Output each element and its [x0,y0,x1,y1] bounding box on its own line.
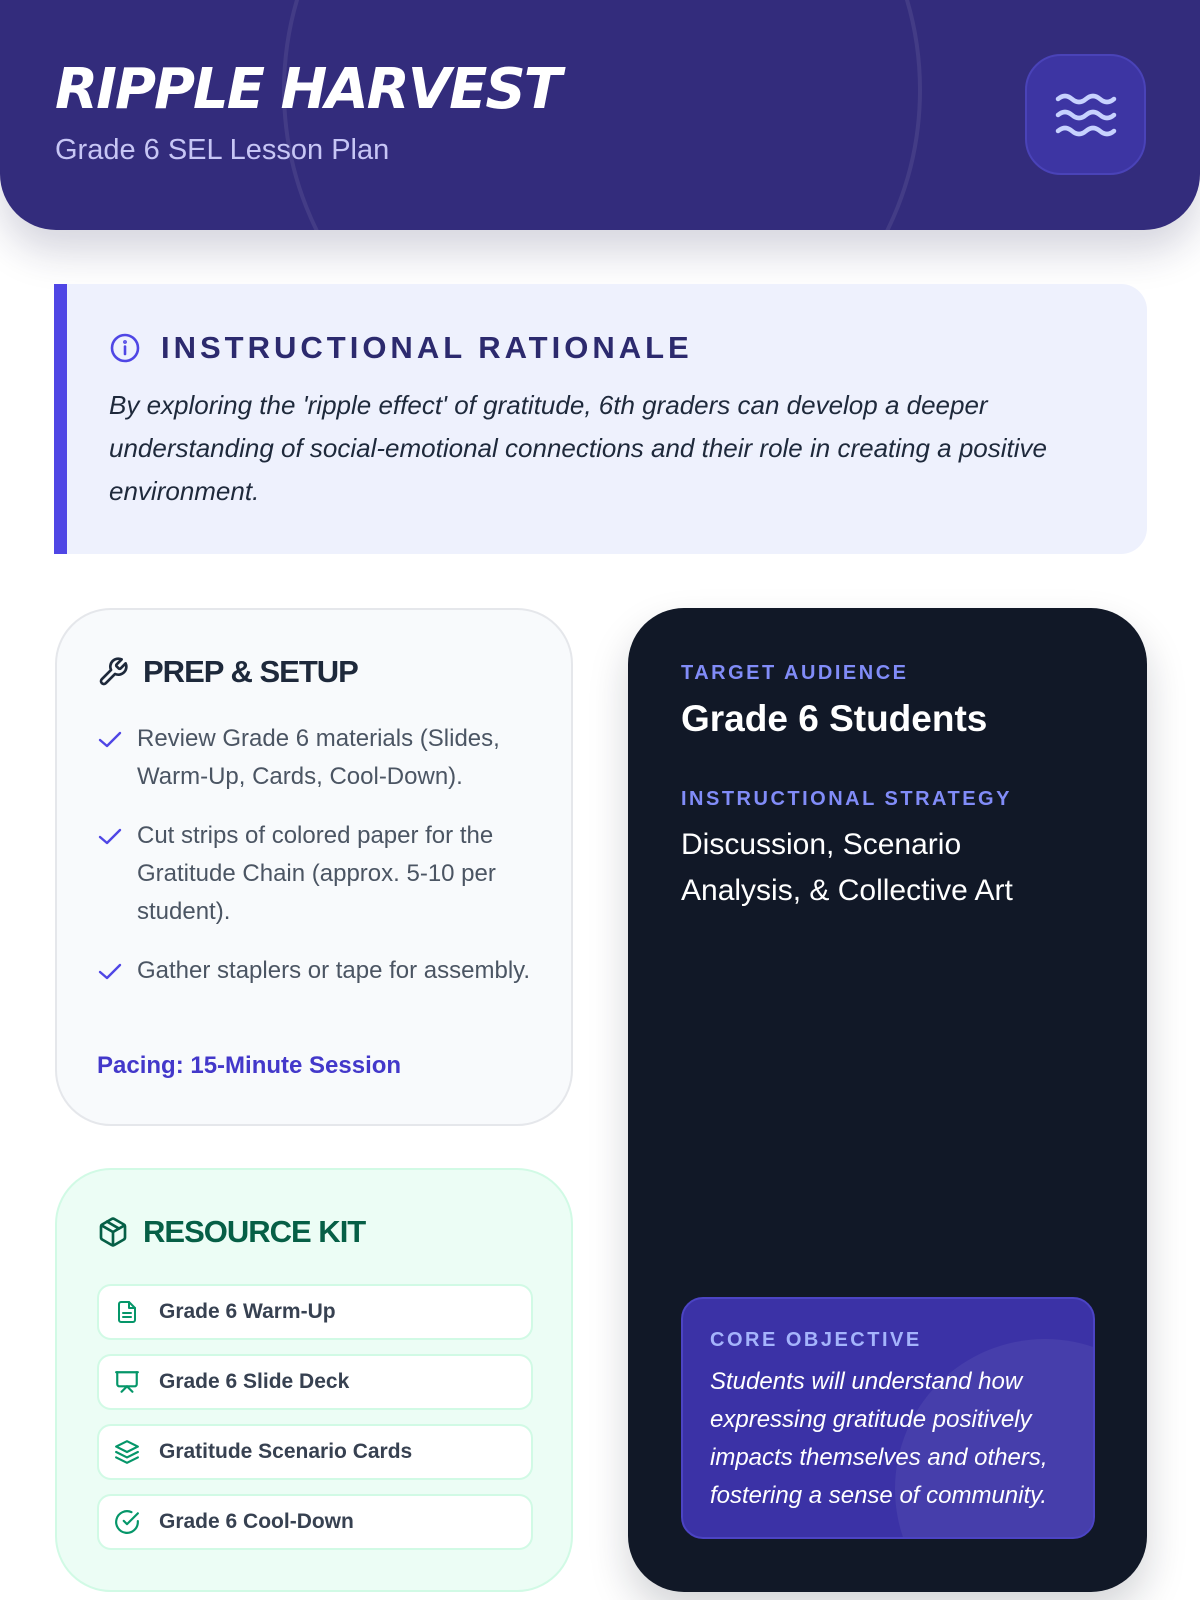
rationale-panel [54,284,1147,554]
resource-slide-deck[interactable] [97,1354,533,1410]
strategy-label: INSTRUCTIONAL STRATEGY [681,788,1012,810]
prep-header [97,654,358,690]
resource-label: Grade 6 Warm-Up [159,1300,336,1323]
resource-label: Grade 6 Slide Deck [159,1370,350,1393]
app-title: RIPPLE HARVEST [55,57,560,122]
resource-scenario-cards[interactable] [97,1424,533,1480]
target-audience-value: Grade 6 Students [681,698,988,739]
check-circle-icon [113,1508,141,1536]
prep-checklist [97,720,537,1011]
core-objective-panel [681,1297,1095,1539]
check-icon [97,962,123,982]
check-icon [97,827,123,847]
strategy-value: Discussion, Scenario Analysis, & Collective Art [681,828,1013,907]
document-icon [113,1298,141,1326]
resource-label: Gratitude Scenario Cards [159,1440,413,1463]
lesson-overview-card [628,608,1147,1592]
page-header [0,0,1200,230]
prep-setup-card [55,608,573,1126]
kit-header [97,1214,365,1250]
rationale-text: By exploring the 'ripple effect' of gratitude, 6th graders can develop a deeper understanding of social-emotional connections and their role in creating a positive environment. [109,390,1048,506]
layers-icon [113,1438,141,1466]
rationale-header [109,330,693,366]
rationale-title: INSTRUCTIONAL RATIONALE [161,330,693,365]
objective-label: CORE OBJECTIVE [710,1329,922,1351]
check-icon [97,730,123,750]
box-icon [97,1216,129,1248]
list-item [97,720,537,796]
resource-kit-card [55,1168,573,1592]
list-item [97,817,537,931]
list-item-text: Cut strips of colored paper for the Gratitude Chain (approx. 5-10 per student). [137,822,496,925]
app-subtitle: Grade 6 SEL Lesson Plan [55,134,390,166]
list-item-text: Review Grade 6 materials (Slides, Warm-Up, Cards, Cool-Down). [137,725,500,790]
menu-button[interactable] [1025,54,1146,175]
target-audience-label: TARGET AUDIENCE [681,662,909,684]
list-item [97,952,537,990]
resource-cool-down[interactable] [97,1494,533,1550]
resource-label: Grade 6 Cool-Down [159,1510,354,1533]
wrench-icon [97,656,129,688]
list-item-text: Gather staplers or tape for assembly. [137,957,531,984]
waves-icon [1055,91,1117,139]
pacing-label: Pacing: 15-Minute Session [97,1052,402,1079]
kit-title: RESOURCE KIT [143,1214,366,1249]
info-icon [109,332,141,364]
resource-warm-up[interactable] [97,1284,533,1340]
objective-text: Students will understand how expressing gratitude positively impacts themselves and others, fostering a sense of community. [710,1368,1048,1509]
prep-title: PREP & SETUP [143,654,358,689]
presentation-icon [113,1368,141,1396]
resource-list [97,1284,533,1564]
